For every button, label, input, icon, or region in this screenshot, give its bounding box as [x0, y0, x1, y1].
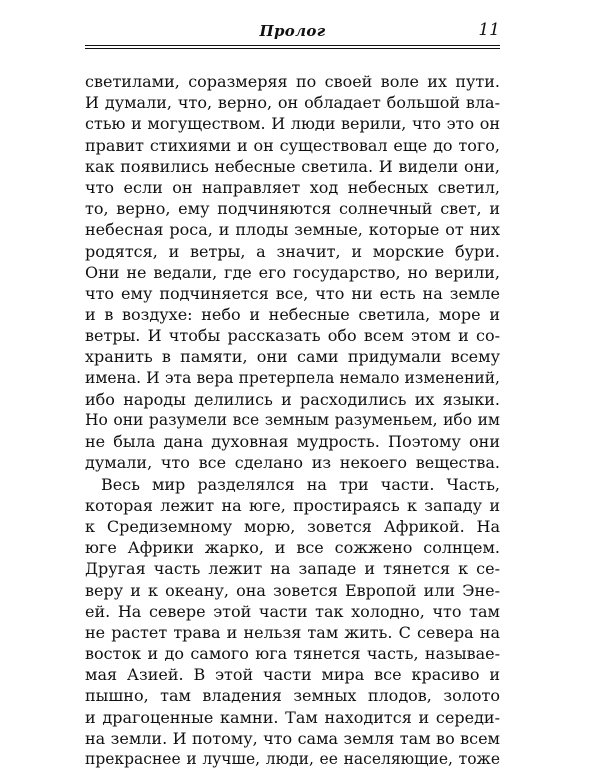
text-line: мая Азией. В этой части мира все красиво и	[85, 665, 500, 685]
text-line: и в воздухе: небо и небесные светила, море и	[85, 305, 500, 325]
text-line: юге Африки жарко, и все сожжено солнцем.	[85, 538, 500, 558]
text-line: к Средиземному морю, зовется Африкой. На	[85, 516, 500, 536]
text-line: то, верно, ему подчиняются солнечный свет, и	[85, 199, 500, 219]
text-line: имена. И эта вера претерпела немало изменений,	[85, 368, 500, 387]
text-line: правит стихиями и он существовал еще до того,	[85, 135, 500, 155]
text-line: что если он направляет ход небесных светил,	[85, 177, 500, 197]
header-rule-top	[85, 45, 500, 46]
text-line: ветры. И чтобы рассказать обо всем этом и со-	[85, 326, 500, 346]
text-line: Они не ведали, где его государство, но верили,	[85, 262, 500, 282]
text-line: ей. На севере этой части так холодно, что там	[85, 601, 500, 621]
text-line: родятся, и ветры, а значит, и морские бури.	[85, 241, 500, 261]
text-line: Другая часть лежит на западе и тянется к се-	[85, 559, 500, 579]
text-line: восток и до самого юга тянется часть, называе-	[85, 644, 500, 664]
text-line: прекраснее и лучше, люди, ее населяющие, тоже	[85, 750, 500, 768]
text-line: И думали, что, верно, он обладает большой вла-	[85, 93, 500, 113]
text-line: не была дана духовная мудрость. Поэтому они	[85, 432, 500, 452]
text-line: которая лежит на юге, простираясь к западу и	[85, 495, 500, 515]
text-line: не растет трава и нельзя там жить. С севера на	[85, 622, 500, 642]
text-line: как появились небесные светила. И видели они,	[85, 156, 500, 176]
text-line: и драгоценные камни. Там находится и середи-	[85, 707, 500, 727]
text-line: светилами, соразмеряя по своей воле их пути.	[85, 72, 500, 91]
text-line: стью и могуществом. И люди верили, что это он	[85, 114, 500, 134]
text-line: Весь мир разделялся на три части. Часть,	[101, 474, 500, 494]
text-line: веру и к океану, она зовется Европой или Эне-	[85, 580, 500, 600]
text-line: на земли. И потому, что сама земля там во всем	[85, 728, 500, 748]
text-line: ибо народы делились и расходились их языки.	[85, 389, 500, 409]
text-line: Но они разумели все земным разуменьем, ибо им	[85, 411, 500, 429]
body-text	[85, 71, 500, 770]
page-number: 11	[478, 20, 500, 40]
text-line: думали, что все сделано из некоего вещества.	[85, 453, 500, 473]
running-head	[85, 18, 500, 44]
header-rule-bottom	[85, 48, 500, 49]
text-line: пышно, там владения земных плодов, золото	[85, 686, 500, 706]
text-line: небесная роса, и плоды земные, которые от них	[85, 220, 500, 240]
text-line: хранить в памяти, они сами придумали всему	[85, 347, 500, 367]
text-line: что ему подчиняется все, что ни есть на земле	[85, 283, 500, 303]
running-title: Пролог	[259, 22, 326, 40]
